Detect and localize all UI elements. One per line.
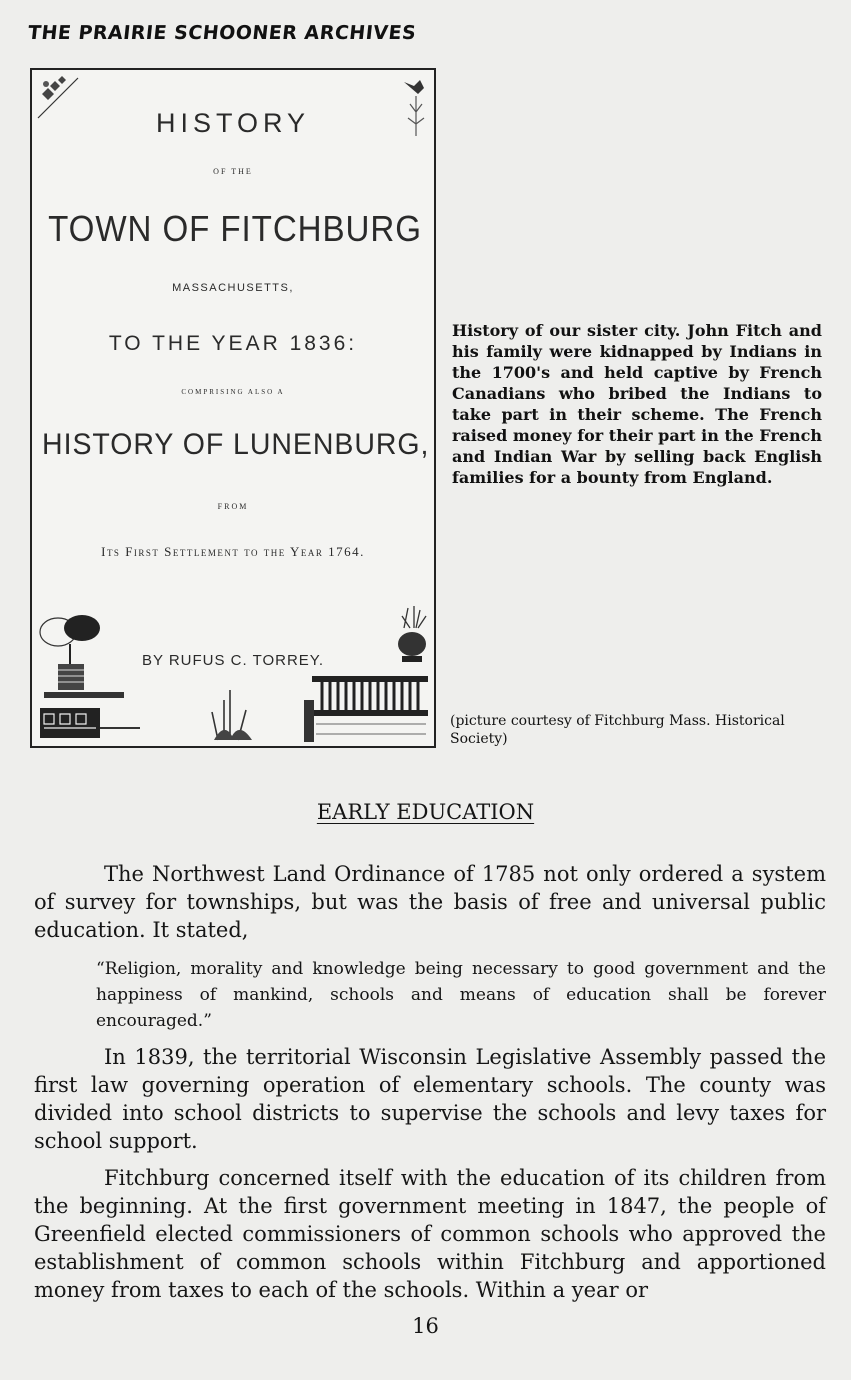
plate-town-title: TOWN OF FITCHBURG: [48, 208, 422, 249]
block-quote: “Religion, morality and knowledge being necessary to good government and the happiness of mankind, schools and means of education shall be forever encouraged.”: [96, 959, 826, 1031]
plate-lunenburg-title: HISTORY OF LUNENBURG,: [42, 428, 430, 461]
illustration-caption: History of our sister city. John Fitch and his family were kidnapped by Indians in the 1700's and held captive by French Canadians who bribed the Indians to take part in their scheme. The French raised money for their part in the French and Indian War by selling back English families for a bounty from England.: [452, 321, 822, 487]
running-header: THE PRAIRIE SCHOONER ARCHIVES: [26, 22, 418, 44]
plate-from: FROM: [217, 502, 249, 511]
paragraph-text: In 1839, the territorial Wisconsin Legislative Assembly passed the first law governing operation of elementary schools. The county was divided into school districts to supervise the schools and levy taxes for school support.: [34, 1045, 826, 1153]
plate-author: BY RUFUS C. TORREY.: [141, 652, 325, 669]
paragraph-text: The Northwest Land Ordinance of 1785 not only ordered a system of survey for townships, but was the basis of free and universal public education. It stated,: [34, 862, 826, 942]
plate-state: MASSACHUSETTS,: [172, 282, 294, 294]
plate-of-the: OF THE: [213, 167, 253, 176]
page-number: 16: [412, 1314, 439, 1338]
plate-year: TO THE YEAR 1836:: [108, 332, 358, 355]
paragraph-fitchburg: [34, 1164, 826, 1304]
plate-comprising: COMPRISING ALSO A: [181, 388, 285, 396]
plate-history: HISTORY: [155, 108, 311, 138]
reeds-illustration: [204, 678, 264, 742]
section-heading-text: EARLY EDUCATION: [316, 800, 535, 824]
section-heading: [0, 800, 851, 824]
picture-credit: (picture courtesy of Fitchburg Mass. Historical Society): [450, 713, 785, 747]
plate-settlement: Its First Settlement to the Year 1764.: [101, 544, 365, 559]
plant-pedestal-illustration: [36, 604, 146, 744]
paragraph-1839: [34, 1043, 826, 1155]
title-page-illustration: [30, 68, 436, 748]
paragraph-ordinance: [34, 860, 826, 944]
balustrade-illustration: [302, 604, 432, 744]
paragraph-text: Fitchburg concerned itself with the education of its children from the beginning. At the first government meeting in 1847, the people of Greenfield elected commissioners of common schools who approved the establishment of common schools within Fitchburg and apportioned money from taxes to each of the schools. Within a year or: [34, 1166, 826, 1302]
